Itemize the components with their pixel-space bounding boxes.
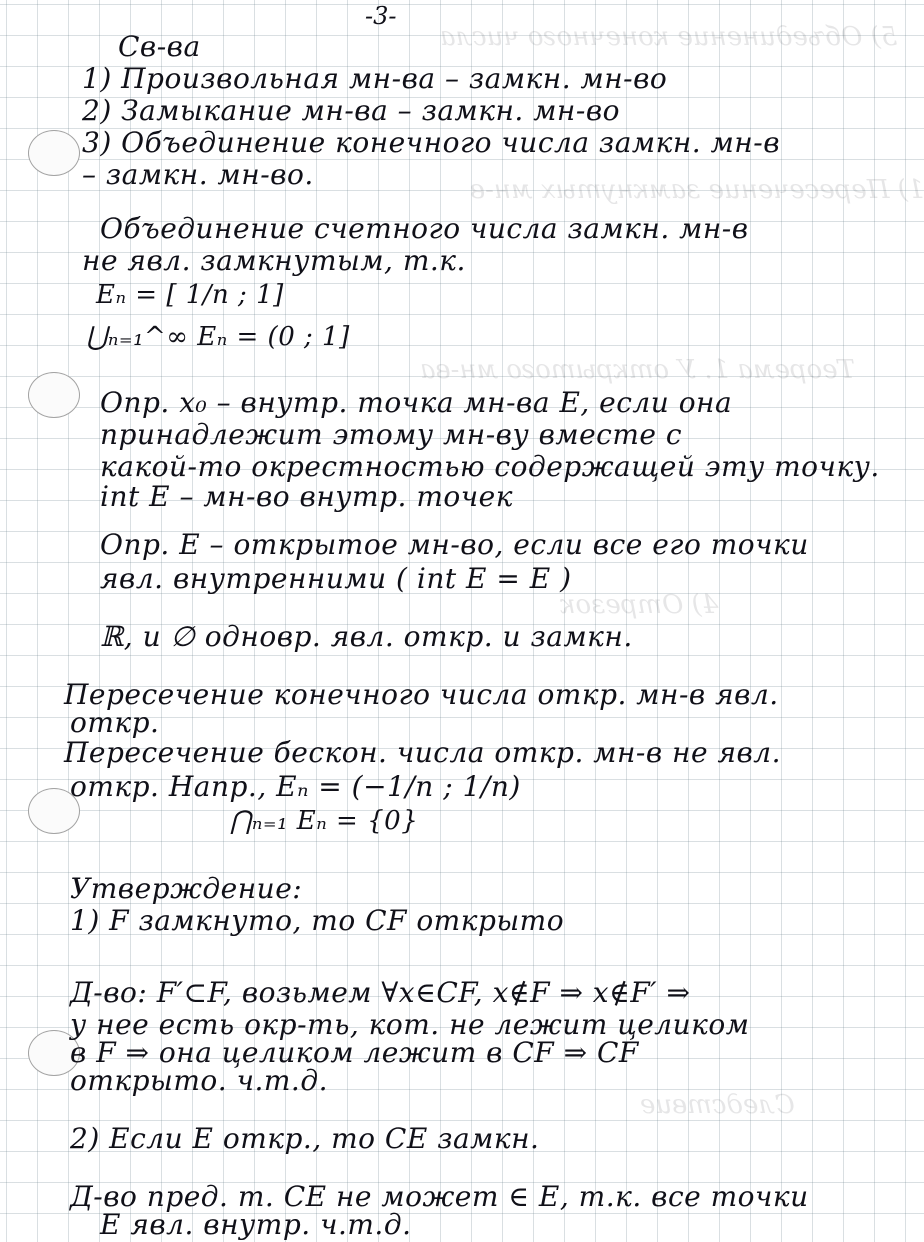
proof-1: Д-во: F′⊂F, возьмем ∀x∈CF, x∉F ⇒ x∉F′ ⇒ bbox=[70, 976, 691, 1009]
statement-2: 2) Если E откр., то CE замкн. bbox=[70, 1122, 540, 1155]
infinite-intersection-note: Пересечение бескон. числа откр. мн-в не явл. bbox=[64, 736, 782, 769]
statement-1: 1) F замкнуто, то CF открыто bbox=[70, 904, 565, 937]
finite-intersection-note-cont: откр. bbox=[70, 706, 160, 739]
bleed-through-text: Следствие bbox=[640, 1090, 795, 1120]
property-1: 1) Произвольная мн-ва – замкн. мн-во bbox=[82, 62, 668, 95]
countable-union-note-cont: не явл. замкнутым, т.к. bbox=[82, 244, 466, 277]
property-3: 3) Объединение конечного числа замкн. мн-в bbox=[82, 126, 780, 159]
countable-union-note: Объединение счетного числа замкн. мн-в bbox=[100, 212, 749, 245]
proof-1-end: открыто. ч.т.д. bbox=[70, 1064, 328, 1097]
page-number: -3- bbox=[365, 2, 397, 30]
bleed-through-text: 1) Пересечение замкнутых мн-в bbox=[470, 175, 924, 205]
proof-2: Д-во пред. т. CE не может ∈ E, т.к. все точки bbox=[70, 1180, 809, 1213]
clopen-note: ℝ, и ∅ одновр. явл. откр. и замкн. bbox=[100, 620, 633, 653]
binder-hole bbox=[28, 130, 80, 176]
definition-interior-point-cont: принадлежит этому мн-ву вместе с bbox=[100, 418, 683, 451]
bleed-through-text: Теорема 1. У открытого мн-ва bbox=[420, 355, 855, 385]
definition-interior-point: Опр. x₀ – внутр. точка мн-ва E, если она bbox=[100, 386, 733, 419]
statement-heading: Утверждение: bbox=[70, 872, 303, 905]
property-3-cont: – замкн. мн-во. bbox=[82, 158, 314, 191]
formula-en: Eₙ = [ 1/n ; 1] bbox=[96, 280, 284, 310]
property-2: 2) Замыкание мн-ва – замкн. мн-во bbox=[82, 94, 620, 127]
formula-intersection: ⋂ₙ₌₁ Eₙ = {0} bbox=[230, 806, 419, 836]
binder-hole bbox=[28, 372, 80, 418]
finite-intersection-note: Пересечение конечного числа откр. мн-в явл. bbox=[64, 678, 779, 711]
bleed-through-text: 4) Отрезок bbox=[560, 590, 719, 620]
proof-1-cont: у нее есть окр-ть, кот. не лежит целиком bbox=[70, 1008, 750, 1041]
definition-open-set: Опр. E – открытое мн-во, если все его точки bbox=[100, 528, 809, 561]
definition-open-set-cont: явл. внутренними ( int E = E ) bbox=[100, 562, 572, 595]
proof-1-cont: в F ⇒ она целиком лежит в CF ⇒ CF bbox=[70, 1036, 639, 1069]
bleed-through-text: 5) Объединение конечного числа bbox=[440, 22, 898, 52]
infinite-intersection-example: откр. Напр., Eₙ = (−1/n ; 1/n) bbox=[70, 770, 521, 803]
definition-interior-point-cont: какой-то окрестностью содержащей эту точку. bbox=[100, 450, 880, 483]
proof-2-end: E явл. внутр. ч.т.д. bbox=[100, 1208, 412, 1241]
formula-union: ⋃ₙ₌₁^∞ Eₙ = (0 ; 1] bbox=[86, 322, 350, 352]
definition-interior-set: int E – мн-во внутр. точек bbox=[100, 480, 513, 513]
heading-properties: Св-ва bbox=[118, 30, 201, 63]
